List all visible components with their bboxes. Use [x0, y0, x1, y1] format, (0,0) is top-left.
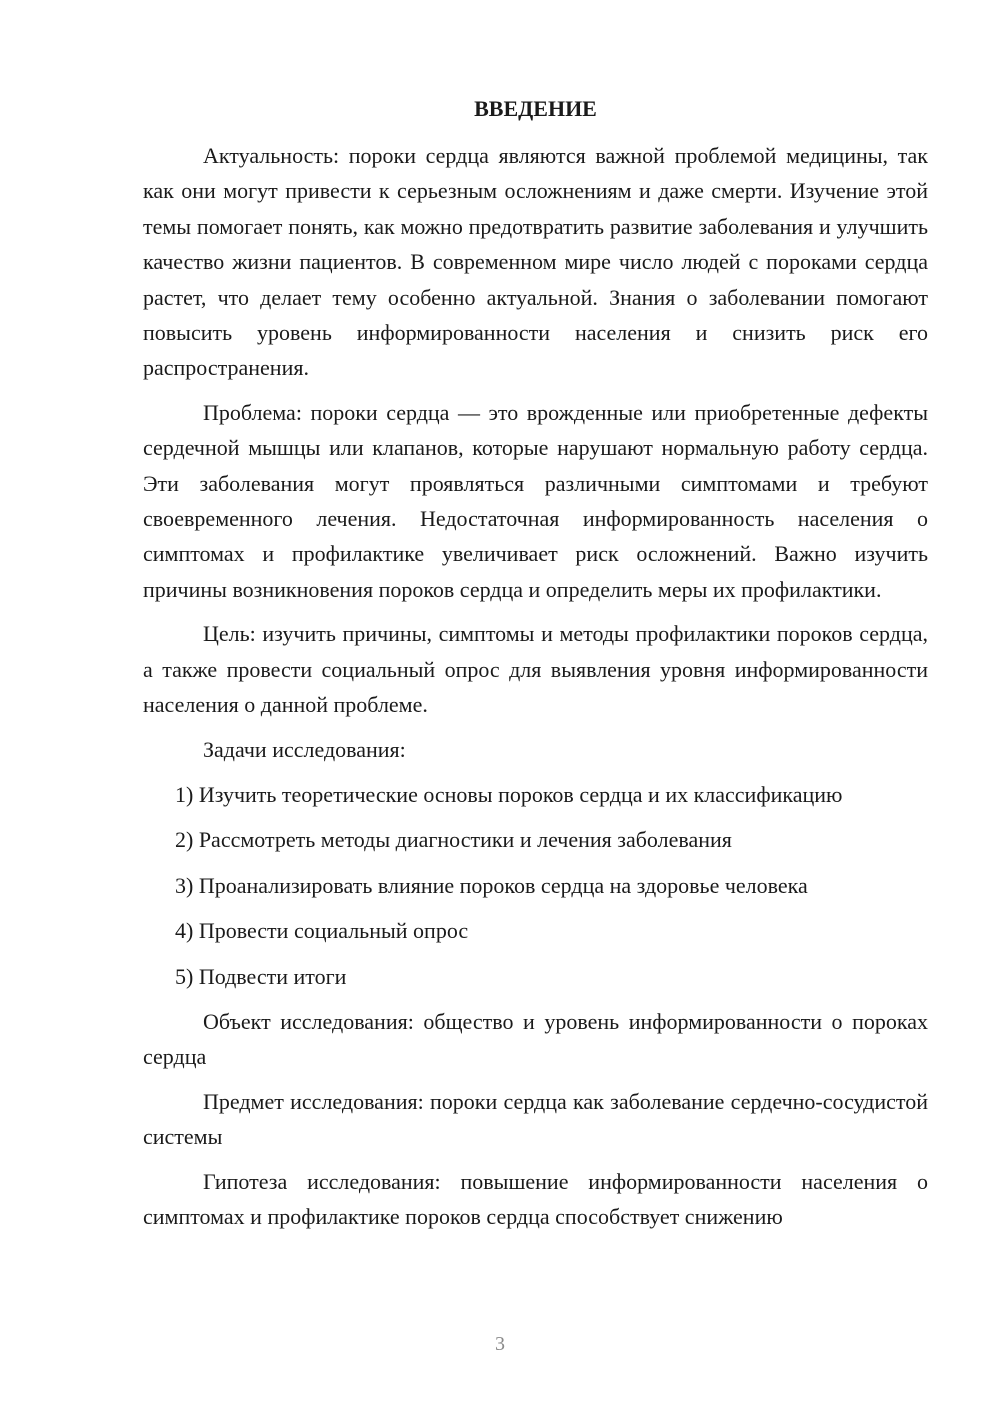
- task-item-3: 3) Проанализировать влияние пороков сердца на здоровье человека: [175, 872, 808, 898]
- problem-paragraph: Проблема: пороки сердца — это врожденные или приобретенные дефекты сердечной мышцы или клапанов, которые нарушают нормальную работу сердца. Эти заболевания могут проявляться различными симптомами и требуют своевременного лечения. Недостаточная информированность населения о симптомах и профилактике увеличивает риск осложнений. Важно изучить причины возникновения пороков сердца и определить меры их профилактики.: [143, 399, 928, 602]
- hypothesis-paragraph: Гипотеза исследования: повышение информированности населения о симптомах и профилактике пороков сердца способствует снижению: [143, 1168, 928, 1229]
- tasks-heading: Задачи исследования:: [203, 736, 406, 762]
- task-item-5: 5) Подвести итоги: [175, 963, 347, 989]
- task-item-4: 4) Провести социальный опрос: [175, 918, 469, 944]
- section-title: ВВЕДЕНИЕ: [474, 96, 597, 121]
- task-item-1: 1) Изучить теоретические основы пороков сердца и их классификацию: [175, 781, 843, 807]
- document-page: [143, 90, 928, 1243]
- subject-paragraph: Предмет исследования: пороки сердца как заболевание сердечно-сосудистой системы: [143, 1088, 928, 1150]
- relevance-paragraph: Актуальность: пороки сердца являются важной проблемой медицины, так как они могут привести к серьезным осложнениям и даже смерти. Изучение этой темы помогает понять, как можно предотвратить развитие заболевания и улучшить качество жизни пациентов. В современном мире число людей с пороками сердца растет, что делает тему особенно актуальной. Знания о заболевании помогают повысить уровень информированности населения и снизить риск его распространения.: [143, 143, 928, 381]
- goal-paragraph: Цель: изучить причины, симптомы и методы профилактики пороков сердца, а также провести социальный опрос для выявления уровня информированности населения о данной проблеме.: [143, 621, 928, 718]
- page-number: 3: [495, 1333, 505, 1355]
- object-paragraph: Объект исследования: общество и уровень информированности о пороках сердца: [143, 1008, 928, 1070]
- task-item-2: 2) Рассмотреть методы диагностики и лечения заболевания: [175, 827, 732, 853]
